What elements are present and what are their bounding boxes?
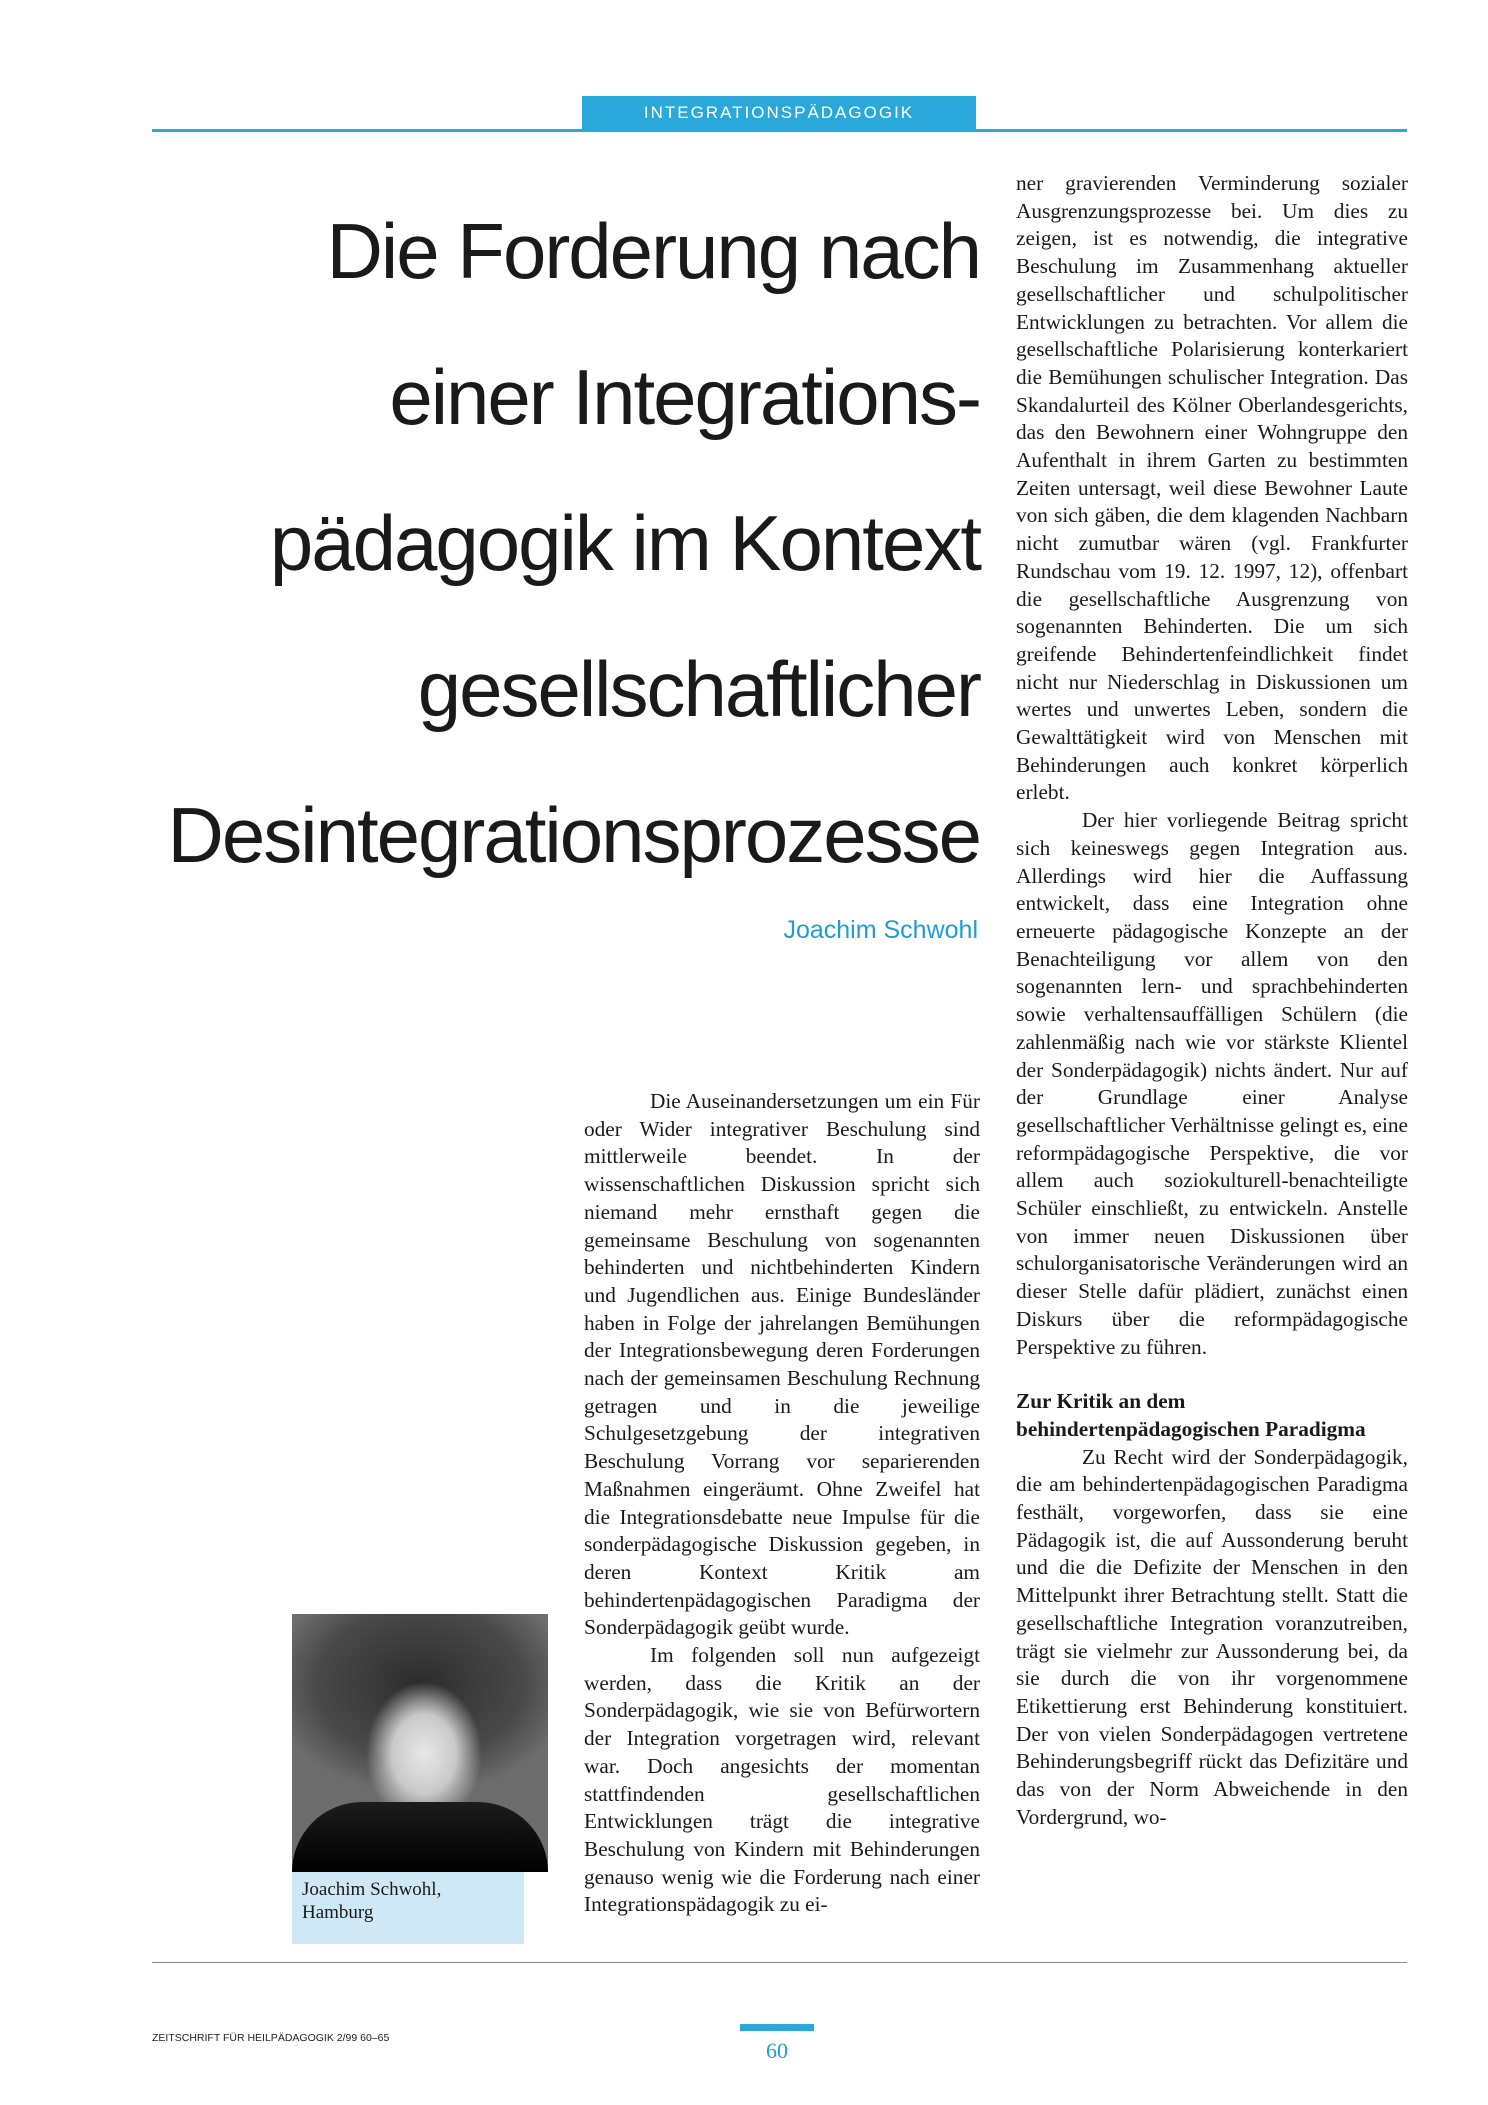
photo-shoulders [292, 1802, 548, 1872]
author-name: Joachim Schwohl [783, 916, 978, 944]
paragraph: Im folgenden soll nun aufgezeigt werden, dass die Kritik an der Sonderpädagogik, wie sie von Befürwortern der Integration vorgetragen wird, relevant war. Doch angesichts der momentan stattfindenden gesellschaftlichen Entwicklungen trägt die integrative Beschulung von Kindern mit Behinderungen genauso wenig wie die Forderung nach einer Integrationspädagogik zu ei- [584, 1643, 980, 1917]
caption-name: Joachim Schwohl, [302, 1879, 442, 1900]
page-number: 60 [766, 2038, 788, 2063]
article-title [160, 178, 980, 908]
paragraph: ner gravierenden Verminderung sozialer Ausgrenzungsprozesse bei. Um dies zu zeigen, ist es notwendig, die integrative Beschulung im Zusammenhang aktueller gesellschaftlicher und schulpolitischer Entwicklungen zu betrachten. Vor allem die gesellschaftliche Polarisierung konterkariert die Bemühungen schulischer Integration. Das Skandalurteil des Kölner Oberlandesgerichts, das den Bewohnern einer Wohngruppe den Aufenthalt in ihrem Garten zu bestimmten Zeiten untersagt, weil diese Bewohner Laute von sich gäben, die dem klagenden Nachbarn nicht zumutbar wären (vgl. Frankfurter Rundschau vom 19. 12. 1997, 12), offenbart die gesellschaftliche Ausgrenzung von sogenannten Behinderten. Die um sich greifende Behindertenfeindlichkeit findet nicht nur Niederschlag in Diskussionen um wertes und unwertes Leben, sondern die Gewalttätigkeit wird von Menschen mit Behinderungen auch konkret körperlich erlebt. [1016, 171, 1408, 805]
section-heading: Zur Kritik an dem behindertenpädagogischen Paradigma [1016, 1389, 1366, 1441]
journal-reference: ZEITSCHRIFT FÜR HEILPÄDAGOGIK 2/99 60–65 [152, 2032, 390, 2044]
photo-caption [292, 1872, 524, 1944]
caption-location: Hamburg [302, 1902, 374, 1923]
paragraph: Die Auseinandersetzungen um ein Für oder Wider integrativer Beschulung sind mittlerweile beendet. In der wissenschaftlichen Diskussion spricht sich niemand mehr ernsthaft gegen die gemeinsame Beschulung von sogenannten behinderten und nichtbehinderten Kindern und Jugendlichen aus. Einige Bundesländer haben in Folge der jahrelangen Bemühungen der Integrationsbewegung deren Forderungen nach der gemeinsamen Beschulung Rechnung getragen und in die jeweilige Schulgesetzgebung der integrativen Beschulung Vorrang vor separierenden Maßnahmen eingeräumt. Ohne Zweifel hat die Integrationsdebatte neue Impulse für die sonderpädagogische Diskussion gegeben, in deren Kontext Kritik am behindertenpädagogischen Paradigma der Sonderpädagogik geübt wurde. [584, 1089, 980, 1640]
title-line: Die Forderung nach [326, 207, 980, 295]
paragraph: Der hier vorliegende Beitrag spricht sich keineswegs gegen Integration aus. Allerdings wird hier die Auffassung entwickelt, dass eine Integration ohne erneuerte pädagogische Konzepte an der Benachteiligung vor allem von den sogenannten lern- und sprachbehinderten sowie verhaltensauffälligen Schülern (die zahlenmäßig nach wie vor stärkste Klientel der Sonderpädagogik) nichts ändert. Nur auf der Grundlage einer Analyse gesellschaftlicher Verhältnisse gelingt es, eine reformpädagogische Perspektive, die vor allem auch soziokulturell-benachteiligte Schüler einschließt, zu entwickeln. Anstelle von immer neuen Diskussionen über schulorganisatorische Veränderungen wird an dieser Stelle dafür plädiert, zunächst einen Diskurs über die reformpädagogische Perspektive zu führen. [1016, 808, 1408, 1359]
body-column-right [1016, 170, 1408, 1831]
paragraph: Zu Recht wird der Sonderpädagogik, die am behindertenpädagogischen Paradigma festhält, vorgeworfen, dass sie eine Pädagogik ist, die auf Aussonderung beruht und die die Defizite der Menschen in den Mittelpunkt ihrer Betrachtung stellt. Statt die gesellschaftliche Integration voranzutreiben, trägt sie vielmehr zur Aussonderung bei, da sie durch die von ihr vorgenommene Etikettierung erst Behinderung konstituiert. Der von vielen Sonderpädagogen vertretene Behinderungsbegriff rückt das Defizitäre und das von der Norm Abweichende in den Vordergrund, wo- [1016, 1444, 1408, 1829]
title-line: gesellschaftlicher [417, 645, 980, 733]
title-line: einer Integrations- [389, 353, 980, 441]
footer-rule [152, 1962, 1407, 1963]
title-line: pädagogik im Kontext [269, 499, 980, 587]
section-label: INTEGRATIONSPÄDAGOGIK [582, 96, 976, 130]
page-number-bar [740, 2024, 814, 2031]
title-line: Desintegrationsprozesse [167, 791, 980, 879]
author-photo [292, 1614, 548, 1872]
body-column-middle [584, 1088, 980, 1919]
header-rule [152, 129, 1407, 132]
